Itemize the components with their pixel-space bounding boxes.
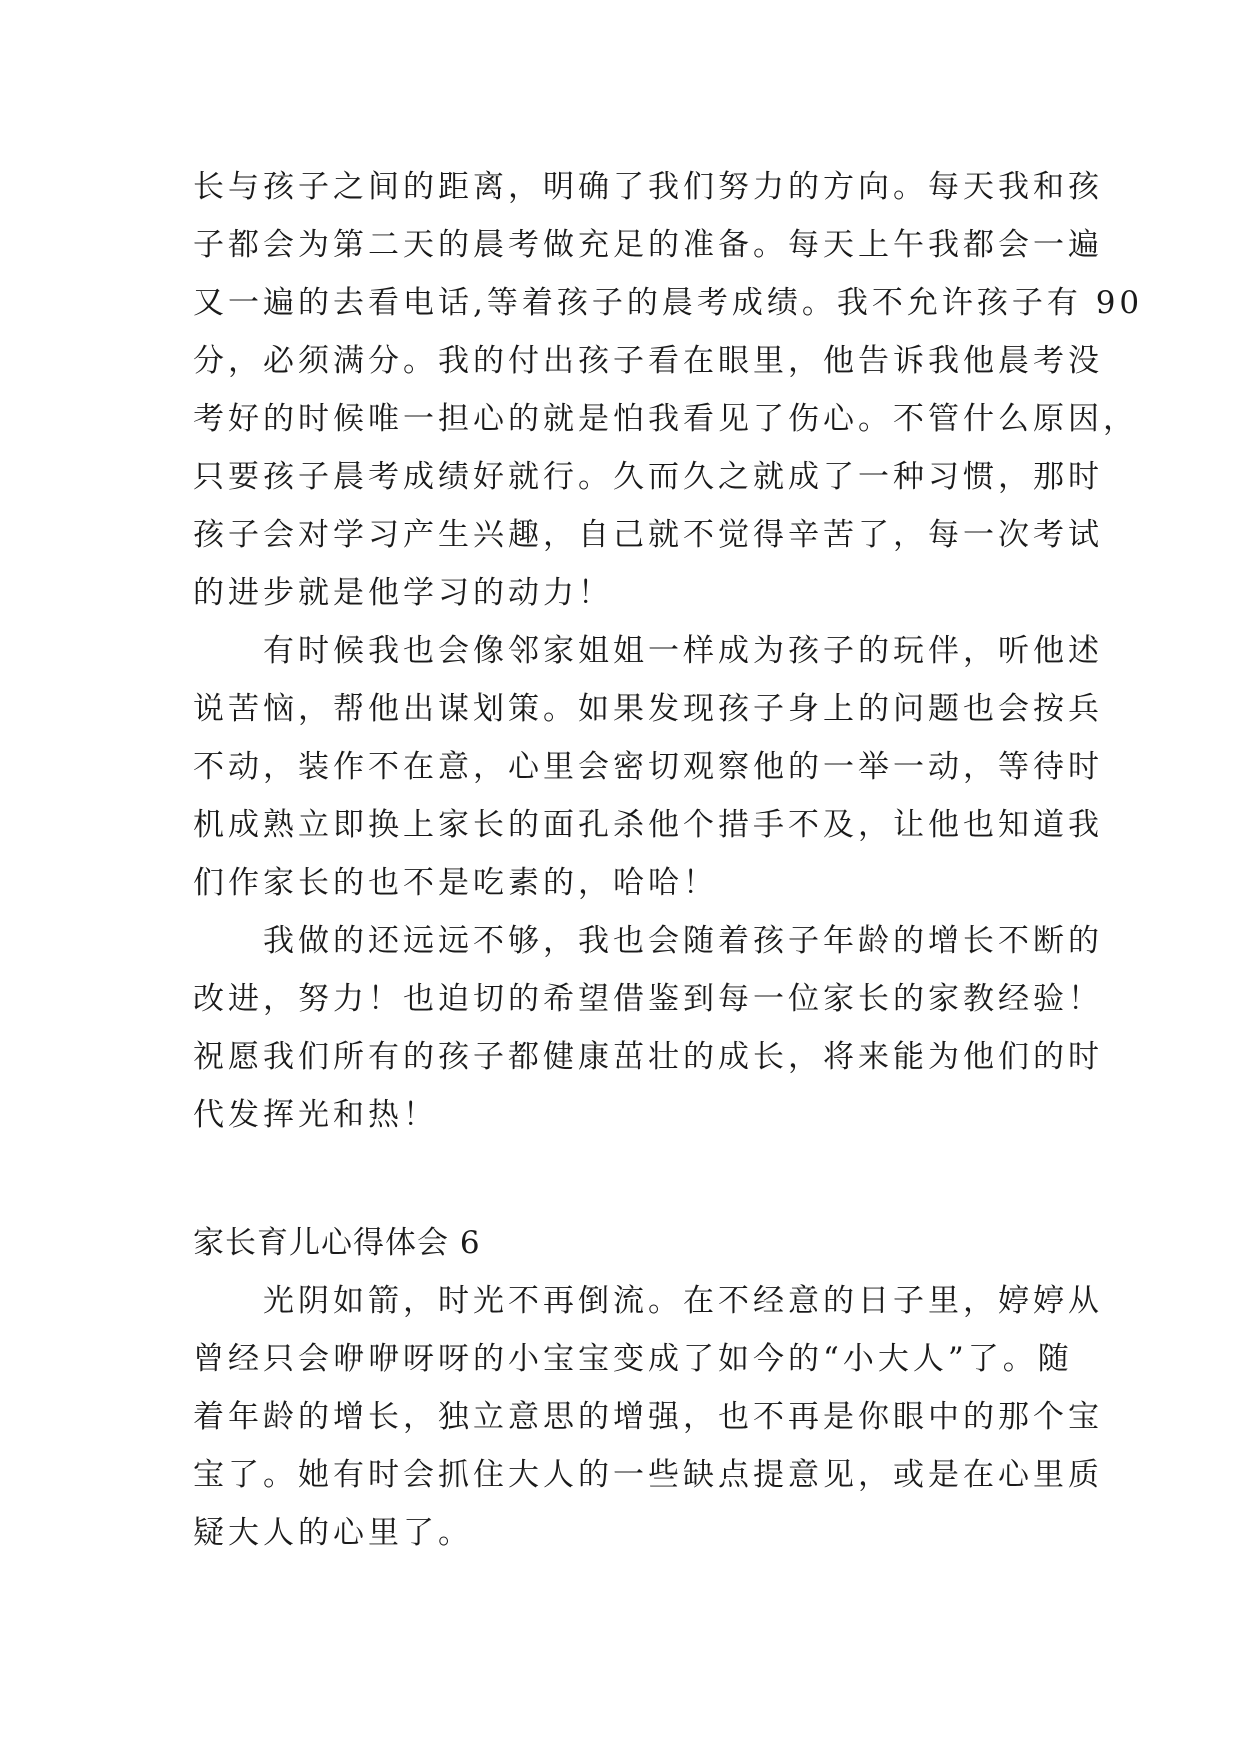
text-line: 说苦恼，帮他出谋划策。如果发现孩子身上的问题也会按兵 — [193, 691, 1103, 727]
paragraph-2 — [193, 622, 1103, 912]
text-line: 又一遍的去看电话,等着孩子的晨考成绩。我不允许孩子有 90 — [193, 285, 1144, 321]
text-line: 考好的时候唯一担心的就是怕我看见了伤心。不管什么原因， — [193, 401, 1138, 437]
document-body — [193, 158, 1144, 1562]
paragraph-4 — [193, 1272, 1103, 1562]
text-line: 代发挥光和热！ — [193, 1097, 438, 1133]
text-line: 疑大人的心里了。 — [193, 1515, 473, 1551]
text-line: 不动，装作不在意，心里会密切观察他的一举一动，等待时 — [193, 749, 1103, 785]
text-line: 宝了。她有时会抓住大人的一些缺点提意见，或是在心里质 — [193, 1457, 1103, 1493]
text-line: 我做的还远远不够，我也会随着孩子年龄的增长不断的 — [193, 923, 1103, 959]
text-line: 的进步就是他学习的动力！ — [193, 575, 613, 611]
text-line: 祝愿我们所有的孩子都健康茁壮的成长，将来能为他们的时 — [193, 1039, 1103, 1075]
text-line: 孩子会对学习产生兴趣，自己就不觉得辛苦了，每一次考试 — [193, 517, 1103, 553]
text-line: 曾经只会咿咿呀呀的小宝宝变成了如今的“小大人”了。随 — [193, 1341, 1073, 1377]
text-line: 有时候我也会像邻家姐姐一样成为孩子的玩伴，听他述 — [193, 633, 1103, 669]
section-heading: 家长育儿心得体会 6 — [193, 1225, 481, 1261]
text-line: 改进，努力！也迫切的希望借鉴到每一位家长的家教经验！ — [193, 981, 1103, 1017]
text-line: 们作家长的也不是吃素的，哈哈！ — [193, 865, 718, 901]
section-gap — [193, 1144, 1053, 1214]
text-line: 机成熟立即换上家长的面孔杀他个措手不及，让他也知道我 — [193, 807, 1103, 843]
text-line: 长与孩子之间的距离，明确了我们努力的方向。每天我和孩 — [193, 169, 1103, 205]
text-line: 分，必须满分。我的付出孩子看在眼里，他告诉我他晨考没 — [193, 343, 1103, 379]
paragraph-3 — [193, 912, 1103, 1144]
text-line: 子都会为第二天的晨考做充足的准备。每天上午我都会一遍 — [193, 227, 1103, 263]
text-line: 光阴如箭，时光不再倒流。在不经意的日子里，婷婷从 — [193, 1283, 1103, 1319]
text-line: 着年龄的增长，独立意思的增强，也不再是你眼中的那个宝 — [193, 1399, 1103, 1435]
paragraph-1 — [193, 158, 1144, 622]
text-line: 只要孩子晨考成绩好就行。久而久之就成了一种习惯，那时 — [193, 459, 1103, 495]
